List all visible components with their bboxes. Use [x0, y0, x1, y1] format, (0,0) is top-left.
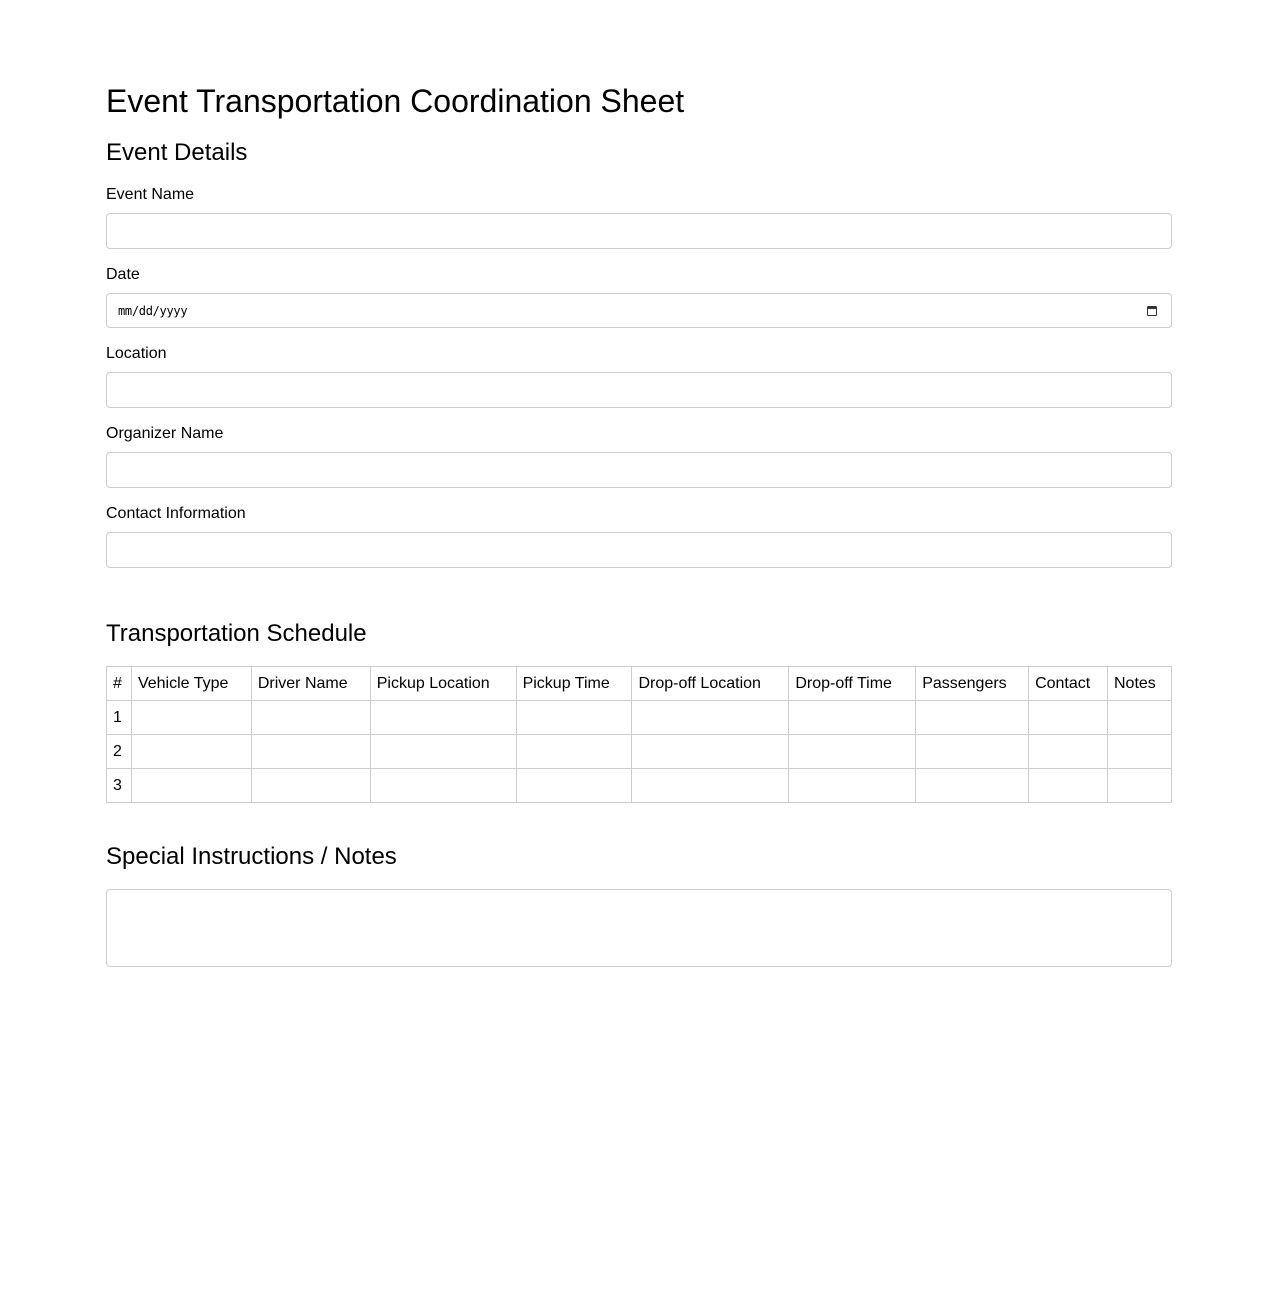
col-header-passengers: Passengers: [916, 667, 1029, 701]
date-input[interactable]: [106, 293, 1172, 328]
cell-contact[interactable]: [1029, 701, 1108, 735]
cell-pickup-location[interactable]: [370, 769, 516, 803]
cell-driver-name[interactable]: [251, 769, 370, 803]
page-title: Event Transportation Coordination Sheet: [106, 83, 685, 119]
event-details-heading: Event Details: [106, 139, 248, 166]
date-placeholder: mm/dd/yyyy: [118, 303, 188, 318]
cell-contact[interactable]: [1029, 735, 1108, 769]
cell-dropoff-time[interactable]: [789, 769, 916, 803]
table-row: [107, 735, 1172, 769]
row-number: 1: [107, 701, 132, 735]
location-input[interactable]: [106, 372, 1172, 408]
cell-vehicle-type[interactable]: [131, 735, 251, 769]
cell-dropoff-location[interactable]: [632, 735, 789, 769]
contact-info-input[interactable]: [106, 532, 1172, 568]
cell-passengers[interactable]: [916, 769, 1029, 803]
col-header-vehicle-type: Vehicle Type: [131, 667, 251, 701]
cell-driver-name[interactable]: [251, 701, 370, 735]
cell-notes[interactable]: [1108, 701, 1172, 735]
cell-driver-name[interactable]: [251, 735, 370, 769]
cell-pickup-time[interactable]: [516, 735, 632, 769]
col-header-pickup-time: Pickup Time: [516, 667, 632, 701]
cell-notes[interactable]: [1108, 735, 1172, 769]
organizer-name-label: Organizer Name: [106, 425, 224, 442]
col-header-number: #: [107, 667, 132, 701]
special-instructions-heading: Special Instructions / Notes: [106, 843, 397, 870]
date-label: Date: [106, 266, 140, 283]
table-header-row: [107, 667, 1172, 701]
cell-passengers[interactable]: [916, 701, 1029, 735]
col-header-dropoff-time: Drop-off Time: [789, 667, 916, 701]
cell-vehicle-type[interactable]: [131, 701, 251, 735]
table-row: [107, 701, 1172, 735]
cell-dropoff-location[interactable]: [632, 701, 789, 735]
event-name-label: Event Name: [106, 186, 195, 203]
location-label: Location: [106, 345, 167, 362]
special-instructions-textarea[interactable]: [106, 889, 1172, 967]
cell-vehicle-type[interactable]: [131, 769, 251, 803]
cell-passengers[interactable]: [916, 735, 1029, 769]
col-header-notes: Notes: [1108, 667, 1172, 701]
cell-notes[interactable]: [1108, 769, 1172, 803]
cell-dropoff-time[interactable]: [789, 735, 916, 769]
calendar-icon[interactable]: [1147, 306, 1157, 316]
schedule-table: [106, 666, 1172, 803]
event-name-input[interactable]: [106, 213, 1172, 249]
cell-dropoff-time[interactable]: [789, 701, 916, 735]
col-header-driver-name: Driver Name: [251, 667, 370, 701]
row-number: 2: [107, 735, 132, 769]
schedule-heading: Transportation Schedule: [106, 620, 367, 647]
cell-pickup-time[interactable]: [516, 769, 632, 803]
contact-info-label: Contact Information: [106, 505, 246, 522]
cell-pickup-location[interactable]: [370, 701, 516, 735]
cell-pickup-time[interactable]: [516, 701, 632, 735]
table-row: [107, 769, 1172, 803]
cell-pickup-location[interactable]: [370, 735, 516, 769]
organizer-name-input[interactable]: [106, 452, 1172, 488]
cell-contact[interactable]: [1029, 769, 1108, 803]
col-header-pickup-location: Pickup Location: [370, 667, 516, 701]
col-header-contact: Contact: [1029, 667, 1108, 701]
cell-dropoff-location[interactable]: [632, 769, 789, 803]
col-header-dropoff-location: Drop-off Location: [632, 667, 789, 701]
row-number: 3: [107, 769, 132, 803]
